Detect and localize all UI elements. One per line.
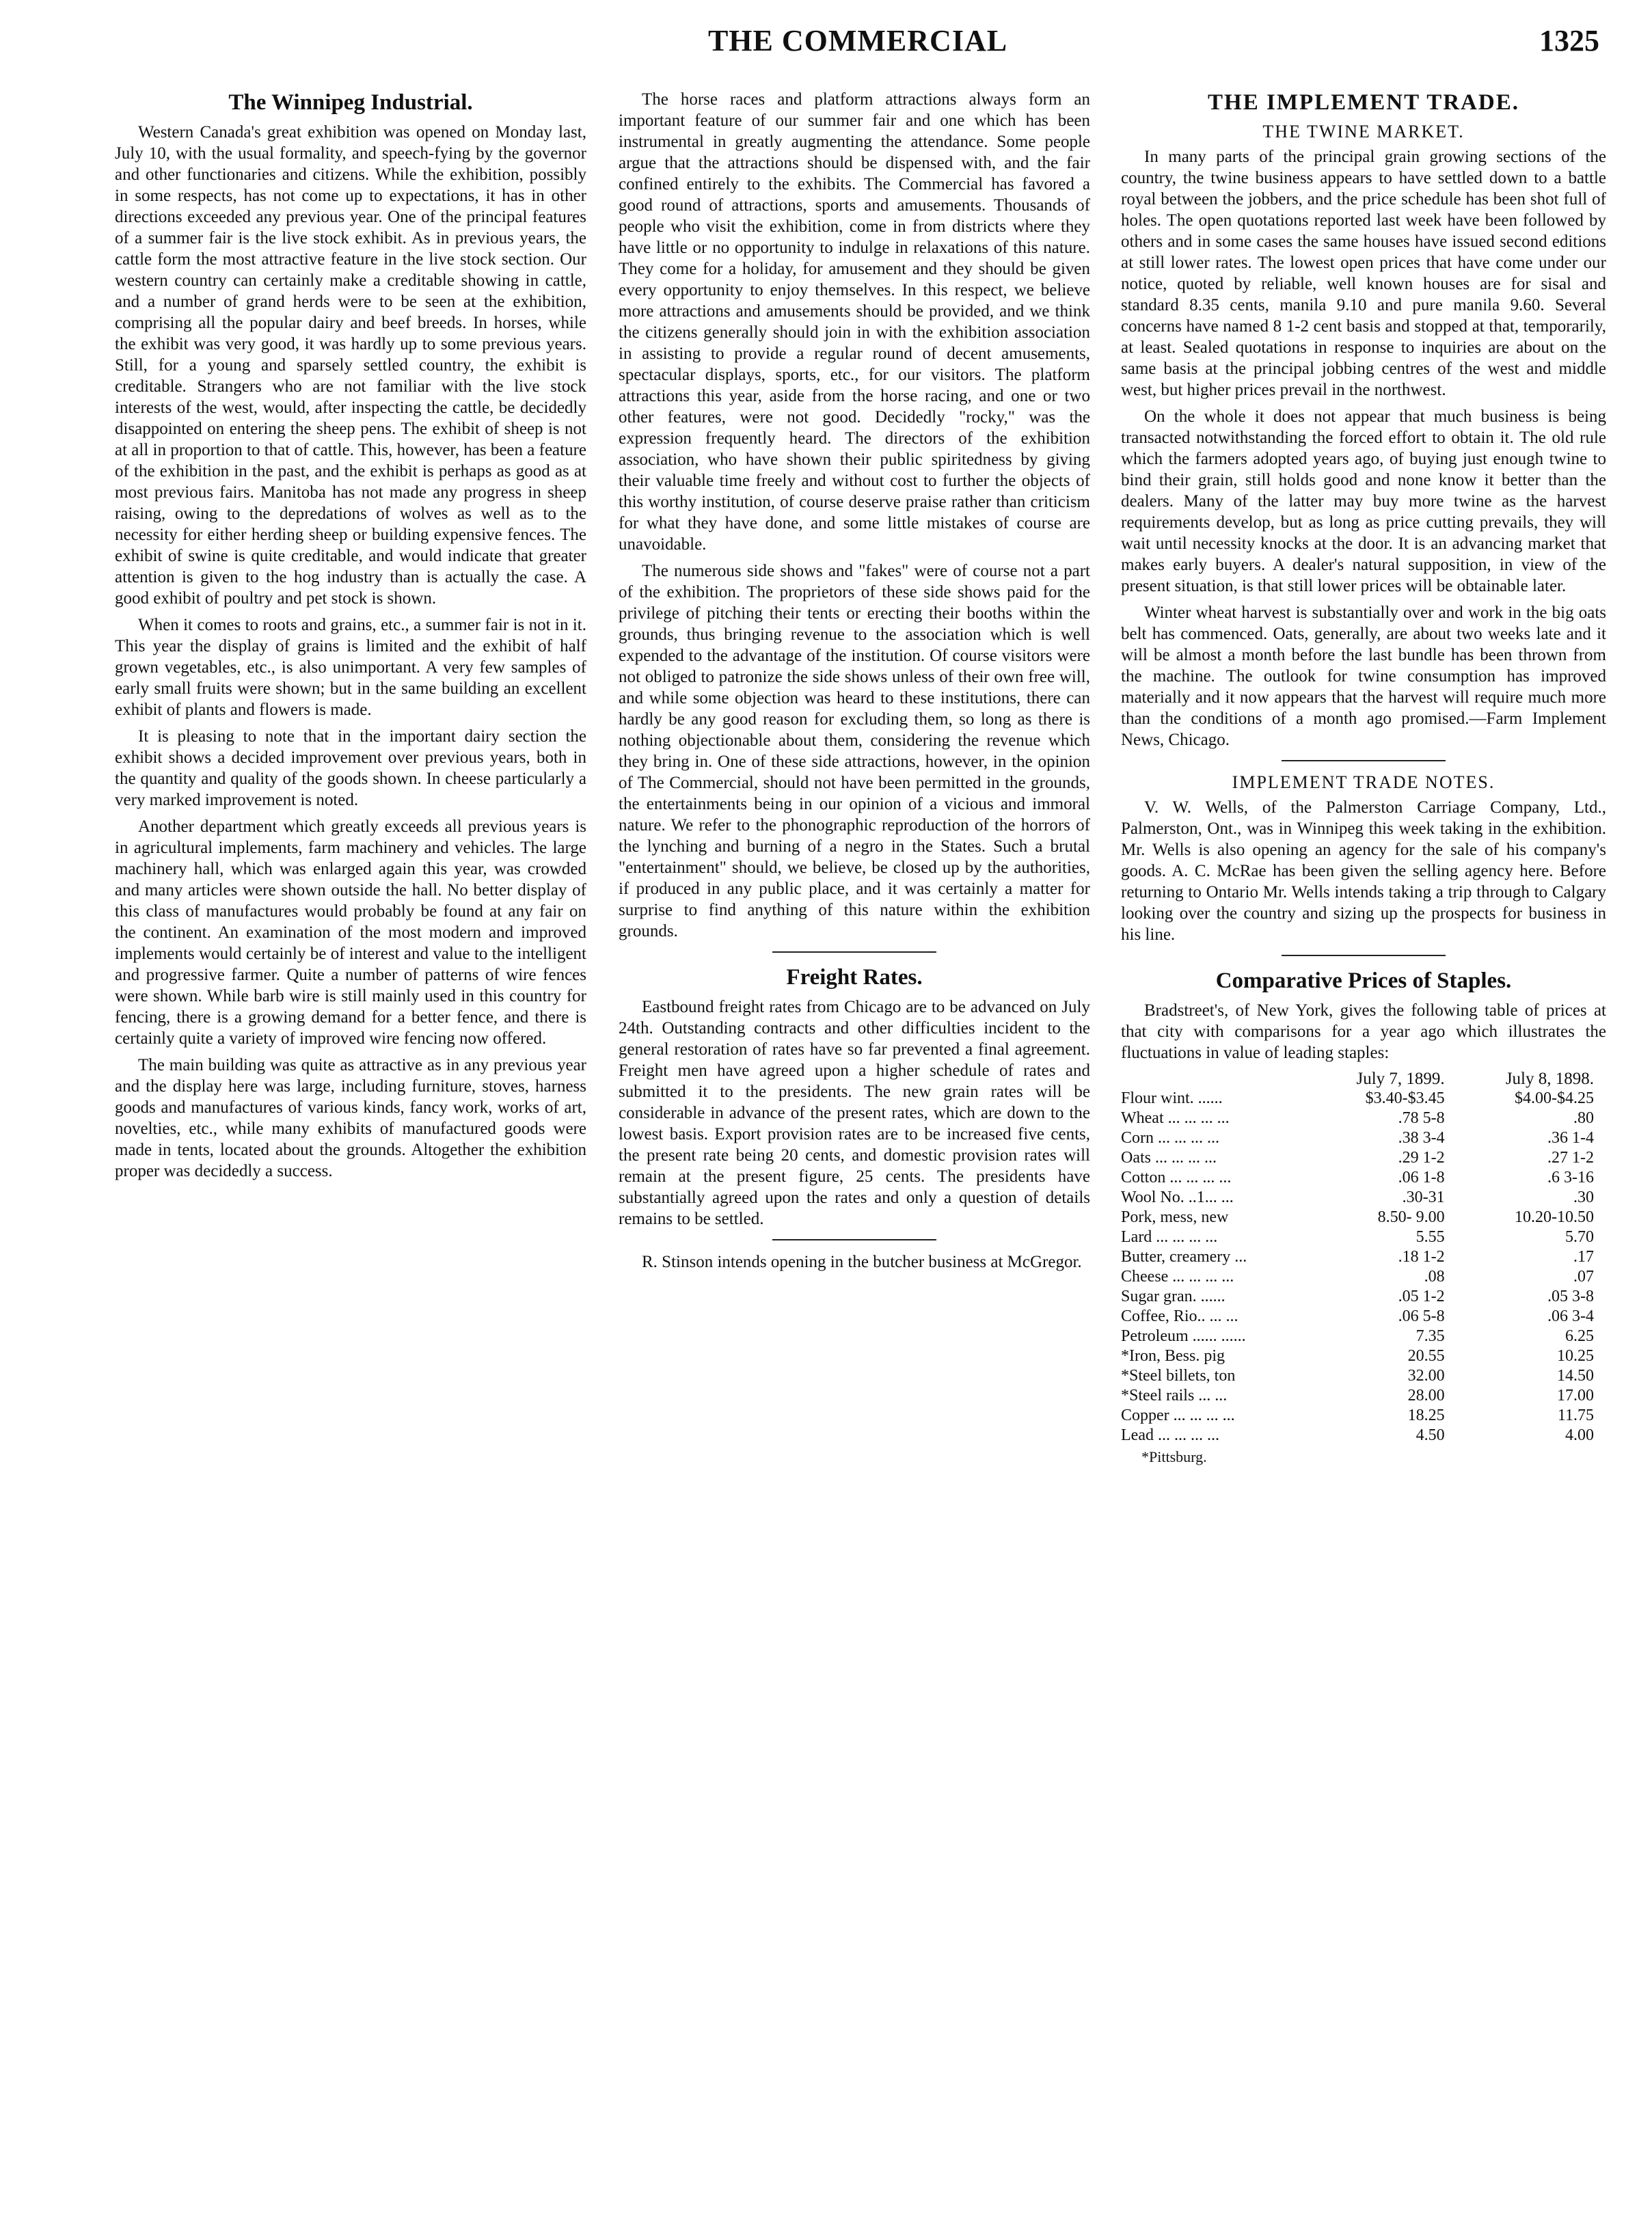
- article-paragraph: It is pleasing to note that in the important dairy section the exhibit shows a decided improvement over previous years, both in the quantity and quality of the goods shown. In cheese particularly a very marked improvement is noted.: [115, 727, 586, 809]
- commodity-name: *Iron, Bess. pig: [1121, 1347, 1225, 1365]
- section-divider: [772, 951, 936, 953]
- commodity-name: Sugar gran. ......: [1121, 1288, 1226, 1305]
- commodity-price: .29 1-2: [1398, 1149, 1445, 1167]
- commodity-price: 6.25: [1565, 1327, 1594, 1345]
- table-row: [1121, 1307, 1606, 1327]
- table-row: [1121, 1208, 1606, 1227]
- article-paragraph: When it comes to roots and grains, etc., a summer fair is not in it. This year the display of grains is limited and the exhibit of half grown vegetables, etc., is also unimportant. A very few samples of early small fruits were shown; but in the same building an excellent exhibit of plants and flowers is made.: [115, 616, 586, 719]
- commodity-name: Wool No. ..1... ...: [1121, 1189, 1234, 1206]
- table-row: [1121, 1128, 1606, 1148]
- table-row: [1121, 1406, 1606, 1426]
- commodity-name: Oats ... ... ... ...: [1121, 1149, 1217, 1167]
- commodity-name: Copper ... ... ... ...: [1121, 1407, 1235, 1424]
- commodity-name: Cheese ... ... ... ...: [1121, 1268, 1234, 1286]
- commodity-price: .80: [1573, 1109, 1594, 1127]
- commodity-price: .18 1-2: [1398, 1248, 1445, 1266]
- commodity-name: Butter, creamery ...: [1121, 1248, 1247, 1266]
- commodity-name: Coffee, Rio.. ... ...: [1121, 1307, 1238, 1325]
- article-heading-implement-trade: THE IMPLEMENT TRADE.: [1208, 90, 1519, 115]
- column-right: [1121, 89, 1606, 2201]
- table-row: [1121, 1386, 1606, 1406]
- commodity-price: 7.35: [1416, 1327, 1445, 1345]
- table-row: [1121, 1366, 1606, 1386]
- article-paragraph: V. W. Wells, of the Palmerston Carriage Company, Ltd., Palmerston, Ont., was in Winnipeg this week taking in the exhibition. Mr. Wells is also opening an agency for the sale of his company's goods. A. C. McRae has been given the selling agency here. Before returning to Ontario Mr. Wells intends taking a trip through to Calgary looking over the country and sizing up the prospects for business in his line.: [1121, 798, 1606, 944]
- subheading-twine-market: THE TWINE MARKET.: [1262, 122, 1465, 141]
- table-row: [1121, 1089, 1606, 1109]
- commodity-name: Pork, mess, new: [1121, 1208, 1229, 1226]
- section-divider: [1282, 955, 1446, 956]
- commodity-name: Lead ... ... ... ...: [1121, 1426, 1219, 1444]
- table-row: [1121, 1168, 1606, 1188]
- article-paragraph: The horse races and platform attractions always form an important feature of our summer fair and one which has been instrumental in greatly augmenting the attendance. Some people argue that the attractions should be dispensed with, and the fair confined entirely to the exhibits. The Commercial has favored a good round of attractions, sports and amusements. Thousands of people who visit the exhibition, come in from districts where they have little or no opportunity to indulge in relaxations of this nature. They come for a holiday, for amusement and they should be given every opportunity to enjoy themselves. In this respect, we believe more attractions and amusements should be provided, and we think the citizens generally should join in with the exhibition association in assisting to provide a regular round of decent amusements, spectacular displays, sports, etc., for our visitors. The platform attractions this year, aside from the horse racing, and one or two other features, were not good. Decidedly "rocky," was the expression frequently heard. The directors of the exhibition association, who have shown their public spiritedness by giving their valuable time freely and without cost to further the objects of this worthy institution, of course deserve praise rather than criticism for what they have done, and some little mistakes of course are unavoidable.: [619, 90, 1090, 554]
- article-paragraph: Another department which greatly exceeds all previous years is in agricultural implements, farm machinery and vehicles. The large machinery hall, which was enlarged again this year, was crowded and many articles were shown outside the hall. No better display of this class of manufactures would probably be found at any fair on the continent. An examination of the most modern and improved implements would certainly be of interest and value to the intelligent and progressive farmer. Quite a number of patterns of wire fences were shown. While barb wire is still mainly used in this country for fencing, there is a growing demand for a better fence, and there is certainly quite a variety of improved wire fencing now offered.: [115, 817, 586, 1048]
- commodity-price: .17: [1573, 1248, 1594, 1266]
- article-heading-freight-rates: Freight Rates.: [786, 965, 923, 990]
- page-number: 1325: [1539, 24, 1599, 57]
- commodity-price: .78 5-8: [1398, 1109, 1445, 1127]
- article-paragraph: Bradstreet's, of New York, gives the following table of prices at that city with comparisons for a year ago which illustrates the fluctuations in value of leading staples:: [1121, 1001, 1606, 1062]
- table-row: [1121, 1109, 1606, 1128]
- table-row: [1121, 1247, 1606, 1267]
- commodity-price: 14.50: [1557, 1367, 1594, 1385]
- table-row: [1121, 1426, 1606, 1445]
- commodity-price: 5.55: [1416, 1228, 1445, 1246]
- commodity-price: .27 1-2: [1547, 1149, 1594, 1167]
- article-paragraph: The main building was quite as attractive as in any previous year and the display here was large, including furniture, stoves, harness goods and manufactures of various kinds, fancy work, works of art, novelties, etc., while many exhibits of manufactured goods were made in tents, located about the grounds. Altogether the exhibition proper was decidedly a success.: [115, 1056, 586, 1180]
- column-middle: [619, 89, 1090, 2201]
- table-row: [1121, 1188, 1606, 1208]
- commodity-price: .30-31: [1402, 1189, 1445, 1206]
- table-row: [1121, 1346, 1606, 1366]
- column-left: [115, 89, 586, 2201]
- commodity-price: 10.20-10.50: [1515, 1208, 1594, 1226]
- page-header: [116, 23, 1599, 71]
- commodity-price: .05 3-8: [1547, 1288, 1594, 1305]
- commodity-price: .08: [1424, 1268, 1445, 1286]
- commodity-price: $4.00-$4.25: [1515, 1089, 1594, 1107]
- commodity-price: 8.50- 9.00: [1377, 1208, 1445, 1226]
- commodity-name: *Steel billets, ton: [1121, 1367, 1236, 1385]
- commodity-price: .30: [1573, 1189, 1594, 1206]
- table-row: [1121, 1148, 1606, 1168]
- commodity-name: Lard ... ... ... ...: [1121, 1228, 1218, 1246]
- commodity-price: .36 1-4: [1547, 1129, 1594, 1147]
- commodity-price: 28.00: [1407, 1387, 1445, 1404]
- commodity-price: 17.00: [1557, 1387, 1594, 1404]
- commodity-price: .07: [1573, 1268, 1594, 1286]
- commodity-price: .38 3-4: [1398, 1129, 1445, 1147]
- article-heading-comparative-prices: Comparative Prices of Staples.: [1215, 968, 1512, 993]
- commodity-price: $3.40-$3.45: [1365, 1089, 1445, 1107]
- article-paragraph: On the whole it does not appear that much business is being transacted notwithstanding the forced effort to obtain it. The old rule which the farmers adopted years ago, of buying just enough twine to bind their grain, still holds good and none know it better than the dealers. Many of the latter may buy more twine as the harvest requirements develop, but as long as price cutting prevails, they will wait until necessity knocks at the door. It is an advancing market that makes early buyers. A dealer's natural supposition, in view of the present situation, is that still lower prices will be obtainable later.: [1121, 407, 1606, 595]
- commodity-price: 18.25: [1407, 1407, 1445, 1424]
- publication-title: THE COMMERCIAL: [707, 24, 1008, 57]
- commodity-name: Petroleum ...... ......: [1121, 1327, 1246, 1345]
- commodity-price: .06 5-8: [1398, 1307, 1445, 1325]
- commodity-name: Corn ... ... ... ...: [1121, 1129, 1219, 1147]
- commodity-price: .6 3-16: [1547, 1169, 1594, 1186]
- commodity-price: 32.00: [1407, 1367, 1445, 1385]
- commodity-price: .06 3-4: [1547, 1307, 1594, 1325]
- table-row: [1121, 1287, 1606, 1307]
- commodity-price: .05 1-2: [1398, 1288, 1445, 1305]
- commodity-price: 4.00: [1565, 1426, 1594, 1444]
- commodity-name: *Steel rails ... ...: [1121, 1387, 1228, 1404]
- commodity-name: Wheat ... ... ... ...: [1121, 1109, 1230, 1127]
- article-heading-winnipeg-industrial: The Winnipeg Industrial.: [228, 90, 473, 115]
- prices-table: [1121, 1069, 1606, 1445]
- commodity-name: Cotton ... ... ... ...: [1121, 1169, 1232, 1186]
- article-paragraph: The numerous side shows and "fakes" were of course not a part of the exhibition. The proprietors of these side shows paid for the privilege of pitching their tents or erecting their booths within the grounds, thus bringing revenue to the association which is well expended to the advantage of the institution. Of course visitors were not obliged to patronize the side shows unless of their own free will, and while some objection was heard to these institutions, there can hardly be any good reason for excluding them, so long as there is nothing objectionable about them, considering the revenue which they bring in. One of these side attractions, however, in the opinion of The Commercial, should not have been permitted in the grounds, the entertainments being in our opinion of a vicious and immoral nature. We refer to the phonographic reproduction of the horrors of the lynching and burning of a negro in the States. Such a brutal "entertainment" should, we believe, be closed up by the authorities, if produced in any public place, and it was certainly a matter for surprise to find anything of this nature within the exhibition grounds.: [619, 562, 1090, 940]
- commodity-price: 4.50: [1416, 1426, 1445, 1444]
- commodity-name: Flour wint. ......: [1121, 1089, 1223, 1107]
- article-paragraph: In many parts of the principal grain growing sections of the country, the twine business appears to have settled down to a battle royal between the jobbers, and the price schedule has been shot full of holes. The open quotations reported last week have been followed by others and in some cases the same houses have issued second editions at still lower rates. The lowest open prices that have come under our notice, quoted by reliable, well known houses are for sisal and standard 8.35 cents, manila 9.10 and pure manila 9.60. Several concerns have named 8 1-2 cent basis and stopped at that, temporarily, at least. Sealed quotations in response to inquiries are about on the same basis at the principal jobbing centres of the west and middle west, but higher prices prevail in the northwest.: [1121, 148, 1606, 399]
- commodity-price: 11.75: [1557, 1407, 1594, 1424]
- article-paragraph: R. Stinson intends opening in the butcher business at McGregor.: [642, 1253, 1082, 1271]
- commodity-price: 5.70: [1565, 1228, 1594, 1246]
- commodity-price: .06 1-8: [1398, 1169, 1445, 1186]
- table-row: [1121, 1227, 1606, 1247]
- section-divider: [772, 1239, 936, 1240]
- table-row: [1121, 1327, 1606, 1346]
- article-paragraph: Winter wheat harvest is substantially over and work in the big oats belt has commenced. Oats, generally, are about two weeks late and it will be almost a month before the last bundle has been thrown from the machine. The outlook for twine consumption has improved materially and it now appears that the harvest will require much more than the conditions of a month ago promised.—Farm Implement News, Chicago.: [1121, 603, 1606, 749]
- prices-col-header: July 8, 1898.: [1505, 1070, 1594, 1088]
- section-divider: [1282, 760, 1446, 761]
- article-paragraph: Eastbound freight rates from Chicago are to be advanced on July 24th. Outstanding contracts and other difficulties incident to the general restoration of rates have so far prevented a final agreement. Freight men have agreed upon a higher schedule of rates and submitted it to the presidents. The new grain rates will be considerable in advance of the present rates, which are down to the lowest basis. Export provision rates are to be increased five cents, the present rate being 20 cents, and domestic provision rates will remain at the present figure, 25 cents. The presidents have substantially agreed upon the rates and only a question of details remains to be settled.: [619, 998, 1090, 1228]
- table-row: [1121, 1267, 1606, 1287]
- prices-footnote: *Pittsburg.: [1141, 1448, 1207, 1465]
- article-paragraph: Western Canada's great exhibition was opened on Monday last, July 10, with the usual formality, and speech-fying by the governor and other functionaries and citizens. While the exhibition, possibly in some respects, has not come up to expectations, it has in other directions exceeded any previous year. One of the principal features of a summer fair is the live stock exhibit. As in previous years, the cattle form the most attractive feature in the live stock section. Our western country can certainly make a creditable showing in cattle, and a number of grand herds were to be seen at the exhibition, comprising all the popular dairy and beef breeds. In horses, while the exhibit was very good, it was hardly up to some previous years. Still, for a young and sparsely settled country, the exhibit is creditable. Strangers who are not familiar with the live stock interests of the west, would, after inspecting the cattle, be decidedly disappointed on entering the sheep pens. The exhibit of sheep is not at all in proportion to that of cattle. This, however, has been a feature of the exhibition in the past, and the exhibit is perhaps as good as at most previous fairs. Manitoba has not made any progress in sheep raising, owing to the depredations of wolves as well as to the necessity for either herding sheep or building expensive fences. The exhibit of swine is quite creditable, and would indicate that greater attention is given to the hog industry than is actually the case. A good exhibit of poultry and pet stock is shown.: [115, 123, 586, 608]
- commodity-price: 10.25: [1557, 1347, 1594, 1365]
- commodity-price: 20.55: [1407, 1347, 1445, 1365]
- subheading-implement-notes: IMPLEMENT TRADE NOTES.: [1232, 772, 1495, 792]
- prices-table-header-row: [1121, 1069, 1606, 1089]
- prices-col-header: July 7, 1899.: [1356, 1070, 1445, 1088]
